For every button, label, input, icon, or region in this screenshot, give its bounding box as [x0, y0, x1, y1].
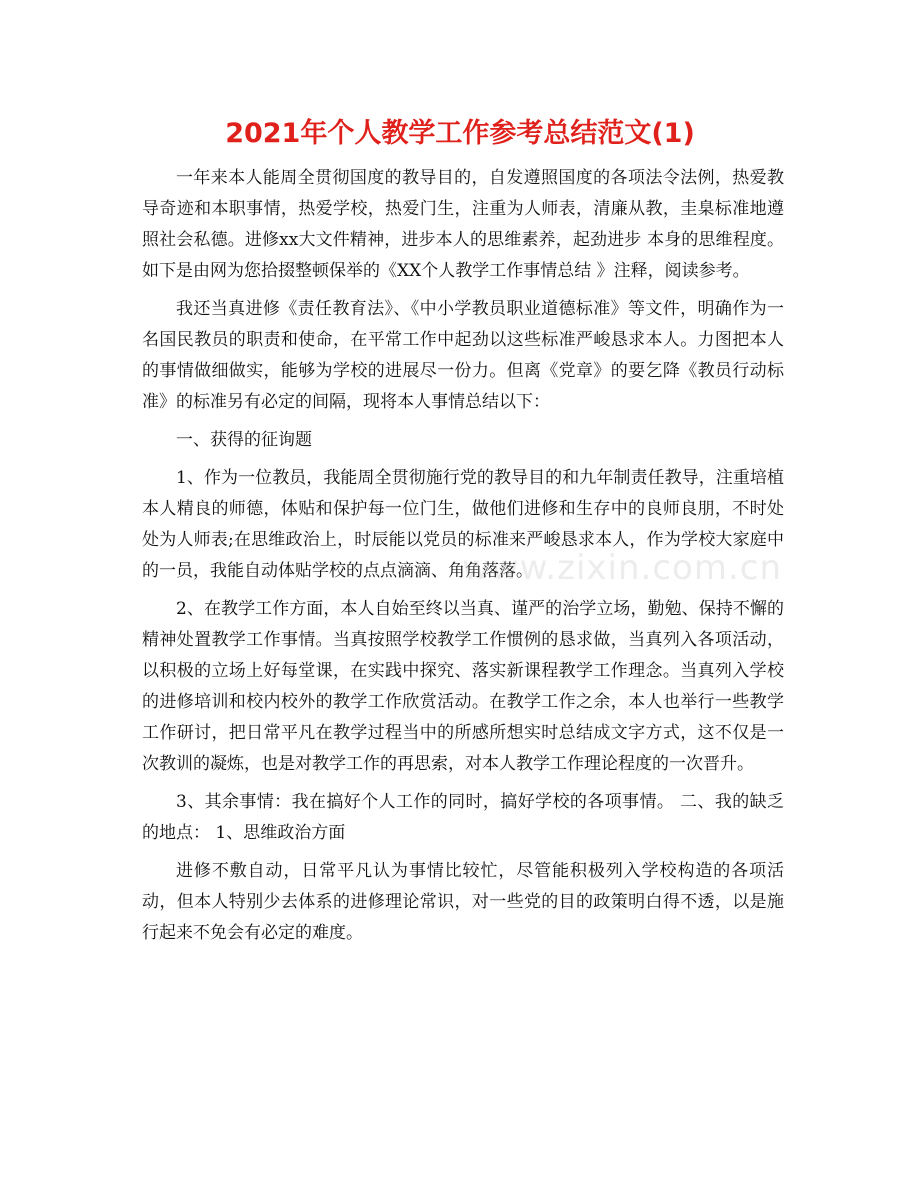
paragraph-item-2: 2、在教学工作方面，本人自始至终以当真、谨严的治学立场，勤勉、保持不懈的精神处置教学工作事情。当真按照学校教学工作惯例的恳求做，当真列入各项活动，以积极的立场上好每堂课，在实践中探究、落实新课程教学工作理念。当真列入学校的进修培训和校内校外的教学工作欣赏活动。在教学工作之余，本人也举行一些教学工作研讨，把日常平凡在教学过程当中的所感所想实时总结成文字方式，这不仅是一次教训的凝炼，也是对教学工作的再思索，对本人教学工作理论程度的一次晋升。 — [142, 599, 784, 774]
document-body — [142, 163, 784, 956]
paragraph-intro: 一年来本人能周全贯彻国度的教导目的，自发遵照国度的各项法令法例，热爱教导奇迹和本职事情，热爱学校，热爱门生，注重为人师表，清廉从教，圭臬标准地遵照社会私德。进修xx大文件精神，进步本人的思维素养，起劲进步 本身的思维程度。如下是由网为您拾掇整顿保举的《XX个人教学工作事情总结 》注释，阅读参考。 — [142, 168, 784, 281]
paragraph-item-3: 3、其余事情：我在搞好个人工作的同时，搞好学校的各项事情。 二、我的缺乏的地点： 1、思维政治方面 — [142, 792, 784, 843]
section-heading-achievements: 一、获得的征询题 — [176, 430, 312, 450]
paragraph-item-1: 1、作为一位教员，我能周全贯彻施行党的教导目的和九年制责任教导，注重培植本人精良的师德，体贴和保护每一位门生，做他们进修和生存中的良师良朋，不时处处为人师表;在思维政治上，时辰能以党员的标准来严峻恳求本人，作为学校大家庭中的一员，我能自动体贴学校的点点滴滴、角角落落。 — [142, 468, 784, 581]
watermark-text: www.zixin.com.cn — [462, 548, 782, 588]
paragraph-study: 我还当真进修《责任教育法》、《中小学教员职业道德标准》等文件，明确作为一名国民教员的职责和使命，在平常工作中起劲以这些标准严峻恳求本人。力图把本人的事情做细做实，能够为学校的进展尽一份力。但离《党章》的要乞降《教员行动标准》的标准另有必定的间隔，现将本人事情总结以下： — [142, 299, 784, 412]
paragraph-shortcomings: 进修不敷自动，日常平凡认为事情比较忙，尽管能积极列入学校构造的各项活动，但本人特别少去体系的进修理论常识，对一些党的目的政策明白得不透，以是施行起来不免会有必定的难度。 — [142, 861, 784, 943]
document-title: 2021年个人教学工作参考总结范文(1) — [225, 118, 695, 149]
